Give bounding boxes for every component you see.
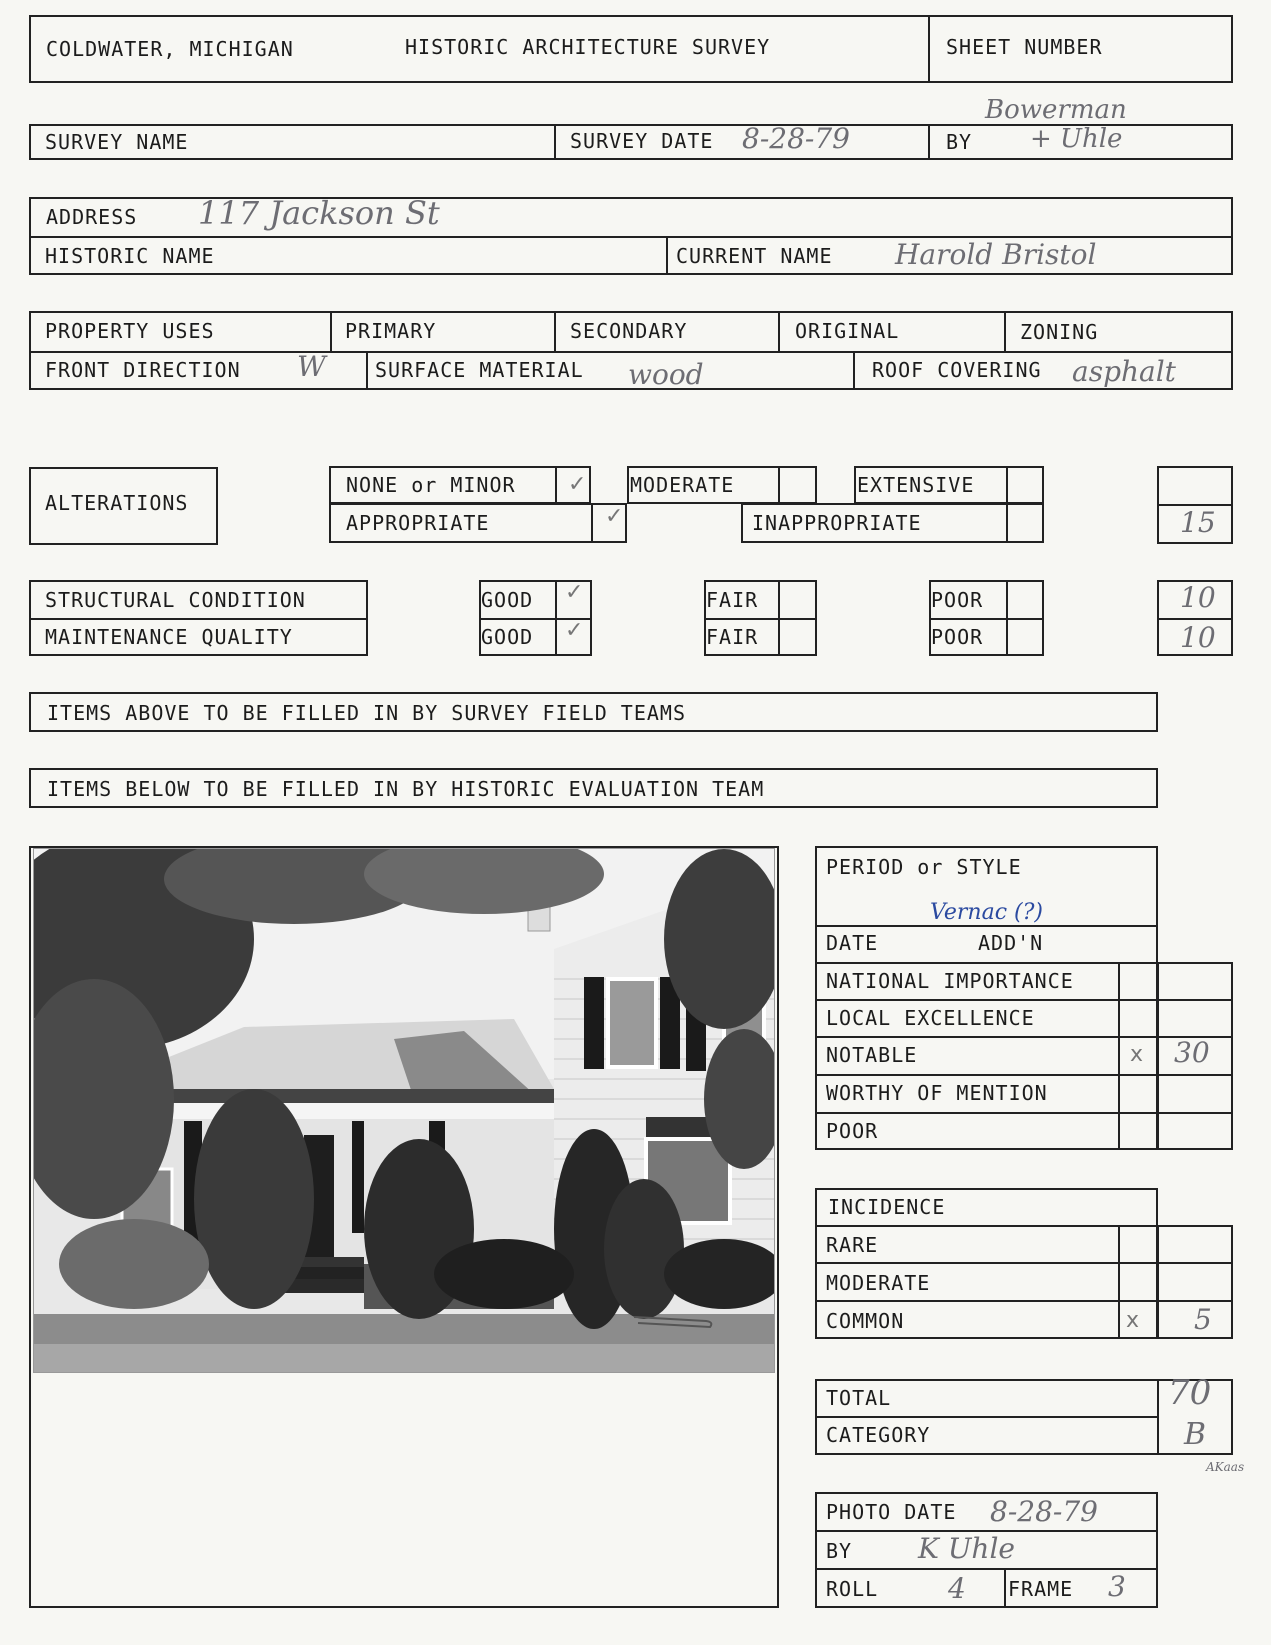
maintenance-good-check: ✓ xyxy=(565,618,584,643)
structural-poor-label: POOR xyxy=(931,588,984,612)
note-below: ITEMS BELOW TO BE FILLED IN BY HISTORIC EVALUATION TEAM xyxy=(47,777,765,801)
survey-by-label: BY xyxy=(946,130,973,154)
form-title: HISTORIC ARCHITECTURE SURVEY xyxy=(405,35,771,59)
frame-divider xyxy=(1004,1568,1006,1608)
appropriate-check: ✓ xyxy=(605,504,624,529)
fair-divider xyxy=(704,618,817,620)
original-label: ORIGINAL xyxy=(795,319,900,343)
structural-score: 10 xyxy=(1180,581,1216,614)
roll-value: 4 xyxy=(948,1572,966,1605)
maintenance-score: 10 xyxy=(1180,621,1216,654)
condition-label-divider xyxy=(29,618,368,620)
totals-divider xyxy=(815,1416,1158,1418)
rare-label: RARE xyxy=(826,1233,879,1257)
uses-col-2 xyxy=(554,311,556,351)
eval-score-divider xyxy=(1157,962,1159,1150)
moderate-incidence-label: MODERATE xyxy=(826,1271,931,1295)
uses-col-4 xyxy=(1004,311,1006,351)
incidence-label: INCIDENCE xyxy=(828,1195,946,1219)
appropriate-label: APPROPRIATE xyxy=(346,511,490,535)
maintenance-poor-label: POOR xyxy=(931,625,984,649)
maintenance-quality-label: MAINTENANCE QUALITY xyxy=(45,625,293,649)
photo-by-value: K Uhle xyxy=(918,1532,1015,1565)
uses-divider xyxy=(29,351,1233,353)
note-above-top xyxy=(29,692,1158,694)
condition-score-divider xyxy=(1157,618,1233,620)
inappropriate-check-divider xyxy=(1006,503,1008,543)
survey-divider-1 xyxy=(554,124,556,159)
survey-divider-2 xyxy=(928,124,930,159)
roof-covering-value: asphalt xyxy=(1072,355,1176,388)
note-above-bottom xyxy=(29,730,1158,732)
good-check-divider xyxy=(555,580,557,656)
property-uses-label: PROPERTY USES xyxy=(45,319,215,343)
period-style-label: PERIOD or STYLE xyxy=(826,855,1022,879)
none-minor-check-divider xyxy=(555,466,557,504)
survey-row-right xyxy=(1231,124,1233,159)
poor-divider xyxy=(929,618,1044,620)
inc-line-2 xyxy=(815,1262,1233,1264)
note-below-bottom xyxy=(29,806,1158,808)
historic-name-label: HISTORIC NAME xyxy=(45,244,215,268)
frame-label: FRAME xyxy=(1008,1577,1074,1601)
category-label: CATEGORY xyxy=(826,1423,931,1447)
fair-check-divider xyxy=(778,580,780,656)
current-name-divider xyxy=(666,236,668,275)
eval-line-local xyxy=(815,1036,1233,1038)
common-mark: x xyxy=(1126,1308,1140,1333)
structural-condition-label: STRUCTURAL CONDITION xyxy=(45,588,306,612)
inc-line-3 xyxy=(815,1300,1233,1302)
survey-row-bottom xyxy=(29,158,1233,160)
note-above-right xyxy=(1156,692,1158,731)
appropriate-check-divider xyxy=(591,503,593,543)
eval-line-notable xyxy=(815,1074,1233,1076)
photo-info-line-2 xyxy=(815,1568,1158,1570)
primary-label: PRIMARY xyxy=(345,319,437,343)
inc-line-1 xyxy=(815,1225,1233,1227)
moderate-check-divider xyxy=(778,466,780,504)
zoning-label: ZONING xyxy=(1020,320,1099,344)
total-value: 70 xyxy=(1168,1373,1212,1413)
survey-date-value: 8-28-79 xyxy=(742,122,850,155)
survey-by-value-2: + Uhle xyxy=(1030,124,1123,154)
structural-good-label: GOOD xyxy=(481,588,534,612)
structural-good-check: ✓ xyxy=(565,580,584,605)
current-name-value: Harold Bristol xyxy=(895,238,1097,271)
secondary-label: SECONDARY xyxy=(570,319,688,343)
current-name-label: CURRENT NAME xyxy=(676,244,833,268)
common-score: 5 xyxy=(1194,1303,1212,1336)
date-label: DATE xyxy=(826,931,879,955)
sheet-number-label: SHEET NUMBER xyxy=(946,35,1103,59)
front-direction-value: W xyxy=(297,350,326,383)
note-below-right xyxy=(1156,768,1158,807)
address-value: 117 Jackson St xyxy=(198,194,440,232)
eval-line-date xyxy=(815,962,1233,964)
alterations-score: 15 xyxy=(1180,506,1216,539)
uses-col-5 xyxy=(366,351,368,390)
city-label: COLDWATER, MICHIGAN xyxy=(46,37,294,61)
maintenance-good-label: GOOD xyxy=(481,625,534,649)
category-value: B xyxy=(1184,1417,1207,1452)
eval-line-worthy xyxy=(815,1112,1233,1114)
none-minor-label: NONE or MINOR xyxy=(346,473,516,497)
common-label: COMMON xyxy=(826,1309,905,1333)
header-divider xyxy=(928,15,930,83)
note-above: ITEMS ABOVE TO BE FILLED IN BY SURVEY FIELD TEAMS xyxy=(47,701,687,725)
house-photo xyxy=(33,848,775,1373)
poor-label: POOR xyxy=(826,1119,879,1143)
survey-name-label: SURVEY NAME xyxy=(45,130,189,154)
inc-score-divider xyxy=(1157,1225,1159,1339)
moderate-label: MODERATE xyxy=(630,473,735,497)
total-label: TOTAL xyxy=(826,1386,892,1410)
uses-col-6 xyxy=(853,351,855,390)
notable-mark: x xyxy=(1130,1042,1144,1067)
roll-label: ROLL xyxy=(826,1577,879,1601)
surface-material-value: wood xyxy=(628,358,704,391)
front-direction-label: FRONT DIRECTION xyxy=(45,358,241,382)
worthy-of-mention-label: WORTHY OF MENTION xyxy=(826,1081,1048,1105)
local-excellence-label: LOCAL EXCELLENCE xyxy=(826,1006,1035,1030)
photo-by-label: BY xyxy=(826,1539,853,1563)
address-label: ADDRESS xyxy=(46,205,138,229)
national-importance-label: NATIONAL IMPORTANCE xyxy=(826,969,1074,993)
notable-score: 30 xyxy=(1174,1036,1210,1069)
uses-col-3 xyxy=(778,311,780,351)
totals-score-divider xyxy=(1157,1379,1159,1455)
surface-material-label: SURFACE MATERIAL xyxy=(375,358,584,382)
extensive-check-divider xyxy=(1006,466,1008,504)
inappropriate-label: INAPPROPRIATE xyxy=(752,511,922,535)
survey-date-label: SURVEY DATE xyxy=(570,129,714,153)
note-below-top xyxy=(29,768,1158,770)
poor-check-divider xyxy=(1006,580,1008,656)
note-above-left xyxy=(29,692,31,731)
period-style-value: Vernac (?) xyxy=(930,900,1043,925)
photo-date-value: 8-28-79 xyxy=(990,1495,1098,1528)
addn-label: ADD'N xyxy=(978,931,1044,955)
photo-date-label: PHOTO DATE xyxy=(826,1500,957,1524)
none-minor-check: ✓ xyxy=(568,472,587,497)
evaluator-initials: AKaas xyxy=(1206,1460,1245,1474)
alterations-label: ALTERATIONS xyxy=(45,491,189,515)
frame-value: 3 xyxy=(1108,1570,1126,1603)
survey-by-value-1: Bowerman xyxy=(985,95,1127,125)
note-below-left xyxy=(29,768,31,807)
structural-fair-label: FAIR xyxy=(706,588,759,612)
survey-row-left xyxy=(29,124,31,159)
uses-col-1 xyxy=(330,311,332,351)
roof-covering-label: ROOF COVERING xyxy=(872,358,1042,382)
notable-label: NOTABLE xyxy=(826,1043,918,1067)
eval-line-national xyxy=(815,999,1233,1001)
maintenance-fair-label: FAIR xyxy=(706,625,759,649)
extensive-label: EXTENSIVE xyxy=(857,473,975,497)
